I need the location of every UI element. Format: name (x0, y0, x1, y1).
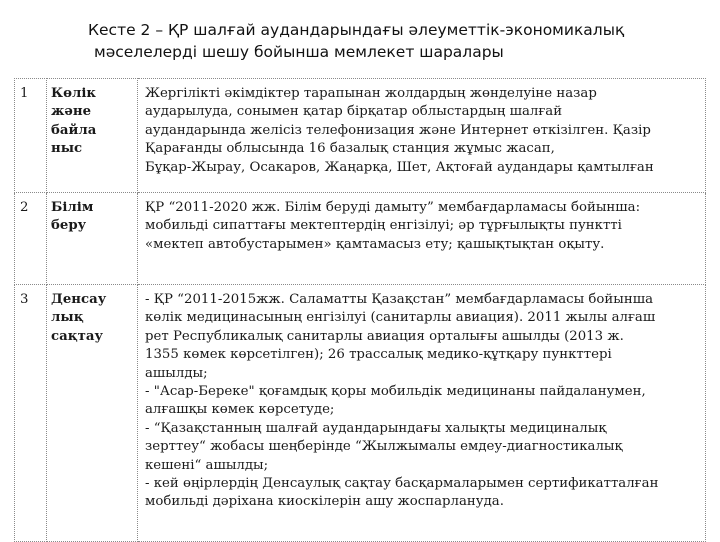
description-line: Қарағанды облысында 16 базалық станция жұмыс жасап, (145, 141, 555, 157)
description-line: «мектеп автобустарымен» қамтамасыз ету; қашықтықтан оқыту. (145, 236, 605, 252)
description-line: кешені“ ашылды; (145, 457, 269, 473)
description-line: - “Қазақстанның шалғай аудандарындағы халықты медициналық (145, 420, 607, 436)
row-number: 2 (15, 193, 47, 285)
description-line: аудандарында желісіз телефонизация және Интернет өткізілген. Қазір (145, 122, 651, 138)
description-line: - кей өңірлердің Денсаулық сақтау басқармаларымен сертификатталған (145, 476, 659, 492)
description-line: - ҚР “2011-2015жж. Саламатты Қазақстан” мембағдарламасы бойынша (145, 292, 653, 307)
table-row (15, 193, 706, 285)
measures-table (14, 78, 706, 542)
row-category (47, 193, 138, 285)
row-description (138, 79, 706, 193)
category-line: Білім (51, 200, 94, 215)
description-line: ҚР “2011-2020 жж. Білім беруді дамыту” мембағдарламасы бойынша: (145, 200, 641, 215)
category-line: Көлік (51, 86, 96, 101)
row-category (47, 285, 138, 542)
description-line: мобильді сипаттағы мектептердің енгізілуі; әр тұрғылықты пунктті (145, 218, 622, 234)
row-number: 3 (15, 285, 47, 542)
description-line: - "Асар-Береке" қоғамдық қоры мобильдік медицинаны пайдаланумен, (145, 384, 646, 400)
caption-line-2: мәселелерді шешу бойынша мемлекет шаралары (94, 43, 504, 61)
row-description (138, 285, 706, 542)
category-line: және (51, 104, 92, 120)
description-line: алғашқы көмек көрсетуде; (145, 402, 335, 418)
table-row (15, 79, 706, 193)
category-line: ныс (51, 141, 83, 157)
category-line: байла (51, 122, 97, 138)
table-row (15, 285, 706, 542)
description-line: ашылды; (145, 365, 208, 381)
description-line: Жергілікті әкімдіктер тарапынан жолдардың жөнделуіне назар (145, 86, 597, 101)
description-line: аударылуда, сонымен қатар бірқатар облыстардың шалғай (145, 104, 563, 120)
description-line: зерттеу“ жобасы шеңберінде “Жылжымалы емдеу-диагностикалық (145, 439, 623, 455)
row-description (138, 193, 706, 285)
row-number: 1 (15, 79, 47, 193)
row-category (47, 79, 138, 193)
category-line: Денсау (51, 292, 107, 307)
description-line: Бұқар-Жырау, Осакаров, Жаңарқа, Шет, Ақтоғай аудандары қамтылған (145, 159, 654, 175)
description-line: көлік медицинасының енгізілуі (санитарлы авиация). 2011 жылы алғаш (145, 310, 656, 326)
description-line: 1355 көмек көрсетілген); 26 трассалық медико-құтқару пункттері (145, 347, 612, 363)
category-line: сақтау (51, 328, 103, 344)
category-line: беру (51, 218, 87, 234)
description-line: рет Республикалық санитарлы авиация орталығы ашылды (2013 ж. (145, 328, 624, 344)
table-caption (88, 19, 688, 63)
caption-line-1: Кесте 2 – ҚР шалғай аудандарындағы әлеуметтік-экономикалық (88, 21, 625, 39)
category-line: лық (51, 310, 84, 326)
description-line: мобильді дәріхана киоскілерін ашу жоспарлануда. (145, 494, 504, 510)
table-body (15, 79, 706, 542)
